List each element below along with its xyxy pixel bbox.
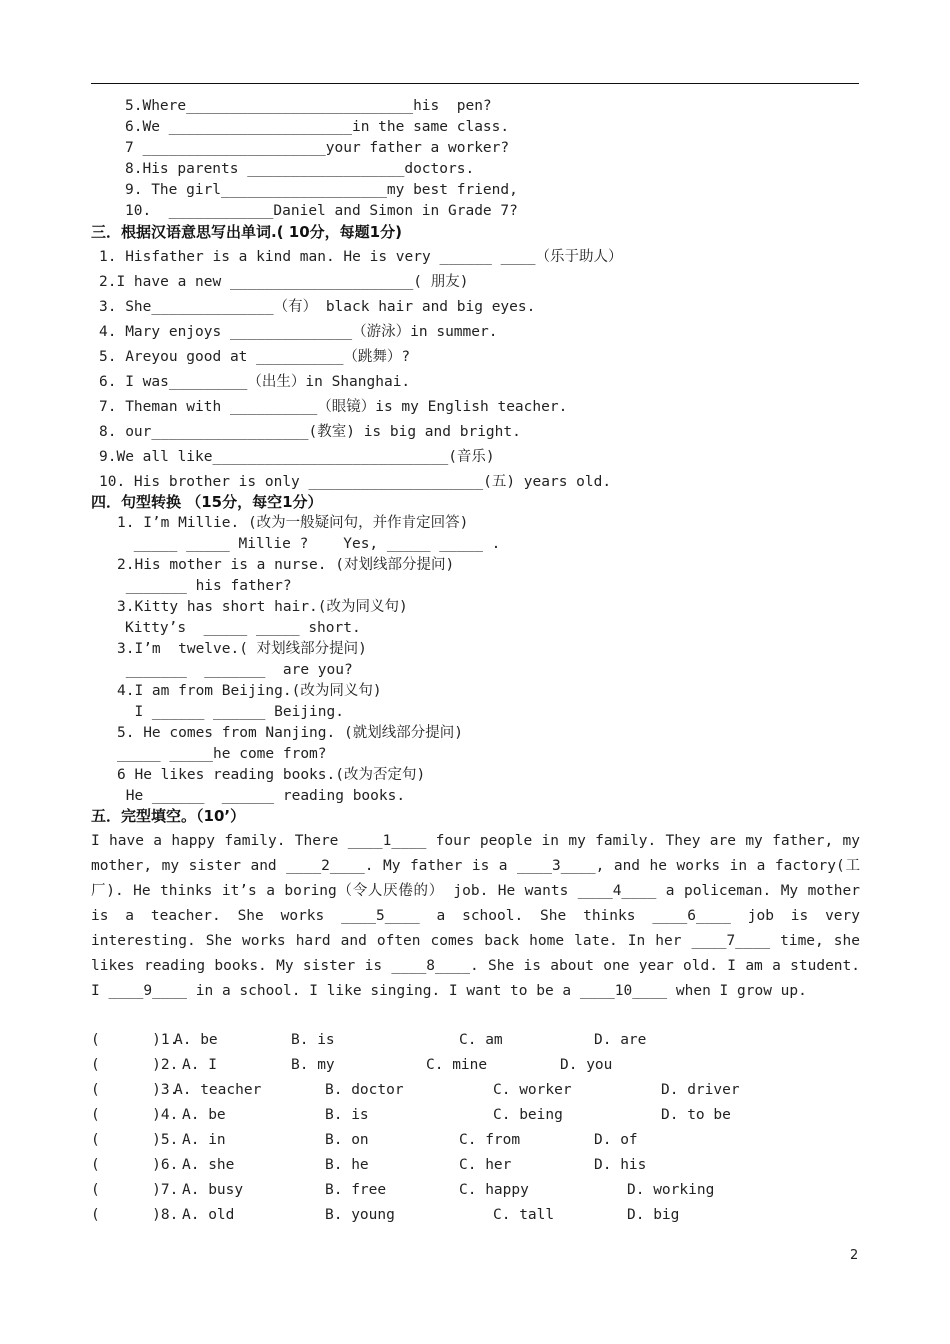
answer-line: I ______ ______ Beijing. — [117, 704, 344, 720]
question-item: 5. Areyou good at __________（跳舞）? — [99, 349, 411, 365]
question-item: 1. I’m Millie. (改为一般疑问句，并作肯定回答) — [117, 515, 469, 531]
answer-line: He ______ ______ reading books. — [117, 788, 406, 804]
question-item: 6 He likes reading books.(改为否定句) — [117, 767, 426, 783]
fill-line: 7 _____________________your father a worker? — [125, 140, 510, 156]
header-rule — [91, 83, 859, 84]
question-item: 2.His mother is a nurse. (对划线部分提问) — [117, 557, 455, 573]
section-title: 四．句型转换 （15分，每空1分） — [91, 493, 323, 511]
fill-line: 5.Where__________________________his pen? — [125, 98, 492, 114]
question-item: 9.We all like___________________________(音乐) — [99, 449, 495, 465]
question-item: 8. our__________________(教室) is big and bright. — [99, 424, 521, 440]
fill-line: 6.We _____________________in the same class. — [125, 119, 510, 135]
question-item: 4. Mary enjoys ______________（游泳）in summer. — [99, 324, 498, 340]
answer-line: _____ _____ Millie ? Yes, _____ _____ . — [125, 536, 501, 552]
question-item: 3.I’m twelve.( 对划线部分提问) — [117, 641, 367, 657]
question-item: 6. I was_________（出生）in Shanghai. — [99, 374, 411, 390]
fill-line: 10. ____________Daniel and Simon in Grade 7? — [125, 203, 518, 219]
fill-line: 9. The girl___________________my best friend, — [125, 182, 518, 198]
answer-line: _______ _______ are you? — [117, 662, 353, 678]
answer-line: _____ _____he come from? — [117, 746, 327, 762]
question-item: 2.I have a new _____________________( 朋友) — [99, 274, 469, 290]
question-item: 10. His brother is only ____________________(五) years old. — [99, 474, 612, 490]
cloze-passage: I have a happy family. There ____1____ four people in my family. They are my father, my mother, my sister and ____2____. My father is a ____3____, and he works in a factory(工厂). He thinks it’s a boring（令人厌倦的） job. He wants ____4____ a policeman. My mother is a teacher. She works ____5____ a school. She thinks ____6____ job is very interesting. She works hard and often comes back home late. In her ____7____ time, she likes reading books. My sister is ____8____. She is about one year old. I am a student. I ____9____ in a school. I like singing. I want to be a ____10____ when I grow up. — [91, 833, 860, 999]
section-title: 三．根据汉语意思写出单词.( 10分，每题1分) — [91, 223, 402, 241]
fill-line: 8.His parents __________________doctors. — [125, 161, 475, 177]
question-item: 7. Theman with __________（眼镜）is my English teacher. — [99, 399, 568, 415]
section-title: 五．完型填空。（10’） — [91, 807, 246, 825]
answer-line: _______ his father? — [117, 578, 292, 594]
answer-line: Kitty’s _____ _____ short. — [125, 620, 361, 636]
question-item: 3.Kitty has short hair.(改为同义句) — [117, 599, 408, 615]
question-item: 1. Hisfather is a kind man. He is very ______ ____（乐于助人） — [99, 249, 623, 265]
question-item: 3. She______________（有） black hair and big eyes. — [99, 299, 536, 315]
question-item: 4.I am from Beijing.(改为同义句) — [117, 683, 382, 699]
question-item: 5. He comes from Nanjing. (就划线部分提问) — [117, 725, 463, 741]
page-number: 2 — [850, 1248, 859, 1263]
